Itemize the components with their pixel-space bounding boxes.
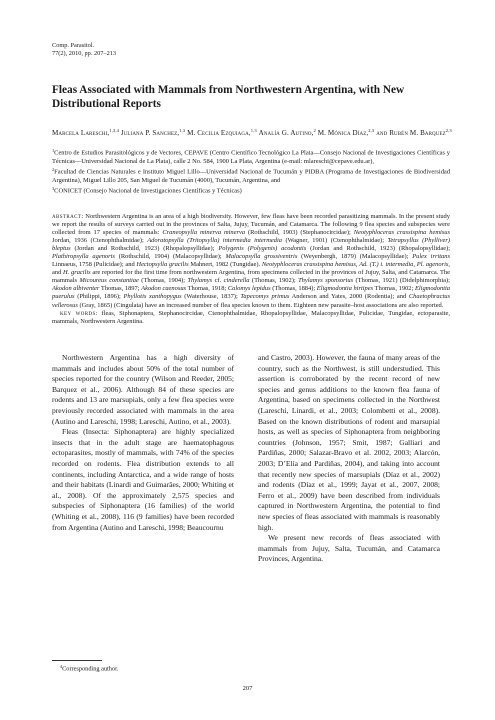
affiliation-marker: 3 bbox=[52, 185, 55, 191]
taxon-name: Eligmodontia hirtipes bbox=[316, 285, 374, 293]
abstract-text-segment: (Thomas, 1921) (Didelphimorphia); bbox=[353, 277, 450, 285]
abstract-text-segment: (Rothschild, 1904) (Malacopsyllidae); bbox=[114, 253, 226, 261]
abstract-text-segment: (Thomas, 1902); bbox=[249, 277, 299, 285]
abstract-text-segment: (Waterhouse, 1837); bbox=[181, 293, 241, 301]
footnote-rule bbox=[52, 660, 102, 661]
taxon-name: Eligmodontia puerulus bbox=[52, 285, 450, 301]
author-affiliation-marker: 2,3 bbox=[368, 128, 375, 133]
footnote-text: Corresponding author. bbox=[62, 665, 119, 673]
abstract-text-segment: (Gray, 1865) (Cingulata) have an increased number of flea species known to them. Eighteen new parasite–host associations are also reported. bbox=[77, 301, 444, 309]
abstract-text-segment: cf. bbox=[212, 277, 224, 285]
abstract-text-segment: are reported for the first time from northwestern Argentina, from specimens collected in the provinces of Jujuy, Salta, and Catamarca. The mammals bbox=[52, 269, 450, 285]
affiliation-marker: 2 bbox=[52, 166, 55, 172]
affiliation-text: Centro de Estudios Parasitológicos y de Vectores, CEPAVE (Centro Científico Tecnológico La Plata—Consejo Nacional de Investigaciones Científicas y Técnicas—Universidad Nacional de La Plata), calle 2 No. 584, 1900 La Plata, Argentina (e-mail: mlareschi@cepave.edu.ar), bbox=[52, 149, 450, 165]
author-name: and Rubén M. Barquez bbox=[376, 129, 446, 137]
abstract-text bbox=[52, 213, 450, 309]
author-name: M. Mónica Díaz, bbox=[317, 129, 369, 137]
author-list bbox=[52, 126, 452, 138]
body-paragraph: We present new records of fleas associated with mammals from Jujuy, Salta, Tucumán, and Catamarca Provinces, Argentina. bbox=[258, 533, 440, 564]
taxon-name: Plathiropsylla agenoris bbox=[52, 253, 115, 261]
body-column-right bbox=[258, 353, 440, 565]
taxon-name: Thylamys sponsorius bbox=[298, 277, 354, 285]
taxon-name: Micoureus constantiae bbox=[79, 277, 139, 285]
keywords-paragraph bbox=[52, 310, 450, 326]
taxon-name: Pulex irritans bbox=[412, 253, 450, 261]
abstract-paragraph bbox=[52, 213, 450, 310]
abstract-block bbox=[52, 213, 450, 326]
taxon-name: Craneopsylla minerva minerva bbox=[162, 229, 246, 237]
taxon-name: Phyllotis xanthopygus bbox=[123, 293, 182, 301]
taxon-name: Akodon caenosus bbox=[141, 285, 187, 293]
journal-name: Comp. Parasitol. bbox=[52, 42, 95, 49]
author-affiliation-marker: 1,3 bbox=[179, 128, 186, 133]
taxon-name: Calomys lepidus bbox=[227, 285, 271, 293]
article-title bbox=[52, 84, 452, 111]
author-name: Marcela Lareschi, bbox=[52, 129, 110, 137]
affiliations bbox=[52, 147, 450, 196]
taxon-name: Tetrapsyllus (Phylliver) bleptus bbox=[52, 237, 450, 253]
title-line-1: Fleas Associated with Mammals from Northwestern Argentina, with New bbox=[52, 84, 405, 96]
affiliation-text: Facultad de Ciencias Naturales e Instituto Miguel Lillo—Universidad Nacional de Tucumán y PIDBA (Programa de Investigaciones de Biodiversidad Argentina), Miguel Lillo 205, San Miguel de Tucumán (4000), Tucumán, Argentina, and bbox=[52, 168, 450, 184]
taxon-name: Thylamys bbox=[187, 277, 213, 285]
abstract-text-segment: Thomas, 1897; bbox=[99, 285, 142, 293]
body-paragraph: and Castro, 2003). However, the fauna of many areas of the country, such as the Northwest, is still understudied. This assertion is corroborated by the recent record of new species and genus additions to the known flea fauna of Argentina, based on specimens collected in the Northwest (Lareschi, Linardi, et al., 2003; Colombetti et al., 2008). Based on the known distributions of rodent and marsupial hosts, as well as species of Siphonaptera from neighboring countries (Johnson, 1957; Smit, 1987; Galliari and Pardiñas, 2000; Salazar-Bravo et al. 2002, 2003; Alarcón, 2003; D’Elía and Pardiñas, 2004), and taking into account that recently new species of marsupials (Díaz et al., 2002) and rodents (Díaz et al., 1999; Jayat et al., 2007, 2008; Ferro et al., 2009) have been described from individuals captured in Northwestern Argentina, the potential to find new species of fleas associated with mammals is reasonably high. bbox=[258, 353, 440, 532]
abstract-text-segment: Jordan, 1936 (Ctenophthalmidae); bbox=[52, 237, 148, 245]
abstract-text-segment: (Weyenbergh, 1879) (Malacopsyllidae); bbox=[297, 253, 413, 261]
abstract-text-segment: and bbox=[52, 269, 64, 277]
abstract-text-segment: Anderson and Yates, 2000 (Rodentia); and bbox=[289, 293, 409, 301]
abstract-text-segment: (Thomas, 1884); bbox=[270, 285, 317, 293]
keywords-text: fleas, Siphonaptera, Stephanocircidae, Ctenophthalmidae, Rhopalopsyllidae, Malacopsyllidae, Pulicidae, Tungidae, ectoparasite, mammals, Northwestern Argentina. bbox=[52, 309, 450, 325]
taxon-name: Neotyphloceras crassispina hemisus bbox=[353, 229, 450, 237]
journal-header bbox=[52, 42, 116, 58]
body-column-left bbox=[52, 353, 234, 533]
author-name: M. Cecilia Ezquiaga, bbox=[187, 129, 251, 137]
author-affiliation-marker: 1,3 bbox=[250, 128, 257, 133]
abstract-text-segment: Linnaeus, 1758 (Pulicidae); and bbox=[52, 261, 137, 269]
abstract-text-segment: (Wagner, 1901) (Ctenophthalmidae); bbox=[282, 237, 388, 245]
abstract-text-segment: Mahnert, 1982 (Tungidae). bbox=[188, 261, 262, 269]
page-number: 207 bbox=[242, 685, 253, 692]
author-name: Analía G. Autino, bbox=[258, 129, 314, 137]
author-affiliation-marker: 1,3,4 bbox=[109, 128, 119, 133]
taxon-name: Chaetophractus vellerosus bbox=[52, 293, 451, 309]
taxon-name: Polygenis (Polygenis) acodontis bbox=[218, 245, 307, 253]
author-name: Juliana P. Sanchez, bbox=[120, 129, 180, 137]
journal-issue: 77(2), 2010, pp. 207–213 bbox=[52, 50, 117, 57]
abstract-text-segment: Thomas, 1902; bbox=[373, 285, 415, 293]
footnote-marker: 4 bbox=[60, 664, 63, 669]
taxon-name: Akodon albiventer bbox=[52, 285, 100, 293]
taxon-name: Neotyphloceras crassispina hemisus, Ad. (T.) i. intermedia, Pl. agenoris, bbox=[261, 261, 450, 269]
abstract-text-segment: Northwestern Argentina is an area of a high biodiversity. However, few fleas have been recorded parasitizing mammals. In the present study we report the results of surveys carried out in the provinces of Salta, Jujuy, Tucumán, and Catamarca. The following 9 flea species and subspecies were collected from 17 species of mammals: bbox=[52, 213, 450, 237]
body-paragraph: Northwestern Argentina has a high diversity of mammals and includes about 50% of the total number of species reported for the country (Wilson and Reeder, 2005; Barquez et al., 2006). Although 84 of these species are rodents and 13 are marsupials, only a few flea species were previously recorded associated with mammals in the area (Autino and Lareschi, 1998; Lareschi, Autino, et al., 2003). bbox=[52, 353, 234, 426]
title-line-2: Distributional Reports bbox=[52, 97, 161, 110]
keywords-label: key words: bbox=[60, 309, 98, 317]
taxon-name: Hectopsylla gracilis bbox=[136, 261, 189, 269]
taxon-name: H. gracilis bbox=[63, 269, 91, 277]
affiliation bbox=[52, 147, 450, 166]
footnote bbox=[60, 663, 118, 674]
taxon-name: Adoratopsylla (Tritopsylla) intermedia intermedia bbox=[147, 237, 283, 245]
affiliation-text: CONICET (Consejo Nacional de Investigaciones Científicas y Técnicas) bbox=[54, 187, 242, 195]
body-paragraph: Fleas (Insecta: Siphonaptera) are highly specialized insects that in the adult stage are haematophagous ectoparasites, mostly of mammals, with 74% of the species recorded on rodents. Flea distribution extends to all continents, including Antarctica, and a wide range of hosts and their habitats (Linardi and Guimarães, 2000; Whiting et al., 2008). Of the approximately 2,575 species and subspecies of Siphonaptera (16 families) of the world (Whiting et al., 2008), 116 (9 families) have been recorded from Argentina (Autino and Lareschi, 1998; Beaucournu bbox=[52, 427, 234, 532]
author-affiliation-marker: 2 bbox=[313, 128, 316, 133]
affiliation bbox=[52, 185, 450, 196]
abstract-text-segment: (Jordan and Rothschild, 1923) (Rhopalopsyllidae); bbox=[70, 245, 219, 253]
affiliation bbox=[52, 166, 450, 185]
author-affiliation-marker: 2,3 bbox=[445, 128, 452, 133]
abstract-text-segment: Thomas, 1918; bbox=[186, 285, 228, 293]
taxon-name: cinderella bbox=[223, 277, 250, 285]
affiliation-marker: 1 bbox=[52, 148, 55, 153]
taxon-name: Tapecomys primus bbox=[240, 293, 290, 301]
abstract-label: abstract: bbox=[52, 213, 84, 220]
abstract-text-segment: (Rothschild, 1903) (Stephanocircidae); bbox=[245, 229, 354, 237]
abstract-text-segment: (Philippi, 1896); bbox=[74, 293, 124, 301]
taxon-name: Malacopsylla grossiventris bbox=[225, 253, 298, 261]
abstract-text-segment: (Thomas, 1904); bbox=[138, 277, 188, 285]
abstract-text-segment: (Jordan and Rothschild, 1923) (Rhopalopsyllidae); bbox=[306, 245, 451, 253]
